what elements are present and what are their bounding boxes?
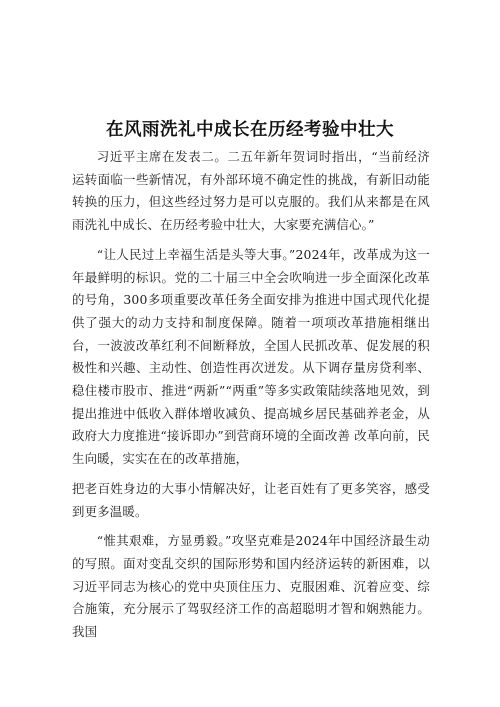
paragraph-2: “让人民过上幸福生活是头等大事。”2024年，改革成为这一年最鲜明的标识。党的二十届三中全会吹响进一步全面深化改革的号角，300多项重要改革任务全面安排为推进中国式现代化提供了强大的动力支持和制度保障。随着一项项改革措施相继出台，一波波改革红利不间断释放，全国人民抓改革、促发展的积极性和兴趣、主动性、创造性再次迸发。从下调存量房贷利率、稳住楼市股市、推进“两新”“两重”等多实政策陆续落地见效，到提出推进中低收入群体增收减负、提高城乡居民基础养老金，从政府大力度推进“接诉即办”到营商环境的全面改善 改革向前，民生向暖，实实在在的改革措施，	[72, 246, 430, 467]
document-title: 在风雨洗礼中成长在历经考验中壮大	[106, 120, 394, 140]
paragraph-1: 习近平主席在发表二。二五年新年贺词时指出，“当前经济运转面临一些新情况，有外部环境不确定性的挑战，有新旧动能转换的压力，但这些经过努力是可以克服的。我们从来都是在风雨洗礼中成长、在历经考验中壮大，大家要充满信心。”	[72, 149, 430, 233]
paragraph-4: “惟其艰难，方显勇毅。”攻坚克难是2024年中国经济最生动的写照。面对变乱交织的国际形势和国内经济运转的新困难，以习近平同志为核心的党中央顶住压力、克服困难、沉着应变、综合施策，充分展示了驾驭经济工作的高超聪明才智和娴熟能力。我国	[72, 533, 430, 640]
document-body	[72, 146, 430, 651]
paragraph-3: 把老百姓身边的大事小情解决好，让老百姓有了更多笑容，感受到更多温暖。	[72, 480, 430, 519]
